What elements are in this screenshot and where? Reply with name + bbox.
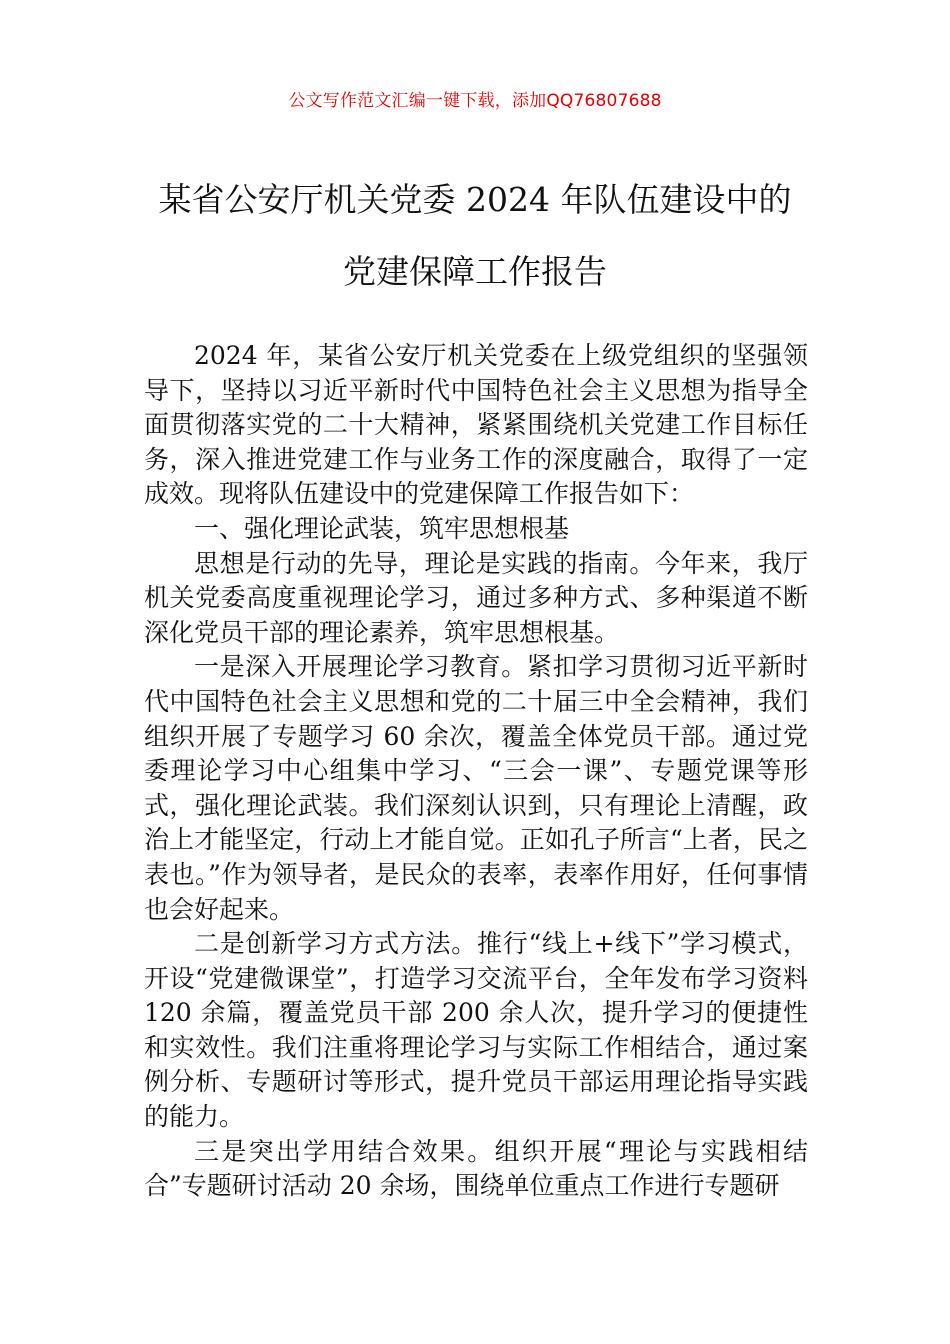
paragraph-intro: 2024 年，某省公安厅机关党委在上级党组织的坚强领导下，坚持以习近平新时代中国特色社会主义思想为指导全面贯彻落实党的二十大精神，紧紧围绕机关党建工作目标任务，深入推进党建工作与业务工作的深度融合，取得了一定成效。现将队伍建设中的党建保障工作报告如下： xyxy=(144,341,808,509)
document-title-line-1: 某省公安厅机关党委 2024 年队伍建设中的 xyxy=(158,180,792,219)
document-body xyxy=(144,339,808,1204)
paragraph: 三是突出学用结合效果。组织开展“理论与实践相结合”专题研讨活动 20 余场，围绕单位重点工作进行专题研 xyxy=(144,1136,808,1201)
paragraph: 一是深入开展理论学习教育。紧扣学习贯彻习近平新时代中国特色社会主义思想和党的二十届三中全会精神，我们组织开展了专题学习 60 余次，覆盖全体党员干部。通过党委理论学习中心组集中学习、“三会一课”、专题党课等形式，强化理论武装。我们深刻认识到，只有理论上清醒，政治上才能坚定，行动上才能自觉。正如孔子所言“上者，民之表也。”作为领导者，是民众的表率，表率作用好，任何事情也会好起来。 xyxy=(144,652,808,924)
paragraph: 二是创新学习方式方法。推行“线上+线下”学习模式，开设“党建微课堂”，打造学习交流平台，全年发布学习资料 120 余篇，覆盖党员干部 200 余人次，提升学习的便捷性和实效性。我们注重将理论学习与实际工作相结合，通过案例分析、专题研讨等形式，提升党员干部运用理论指导实践的能力。 xyxy=(144,929,808,1132)
download-banner[interactable]: 公文写作范文汇编一键下载，添加QQ76807688 xyxy=(288,91,662,111)
section-heading-1: 一、强化理论武装，筑牢思想根基 xyxy=(194,513,570,543)
document-title-line-2: 党建保障工作报告 xyxy=(343,252,607,291)
paragraph: 思想是行动的先导，理论是实践的指南。今年来，我厅机关党委高度重视理论学习，通过多种方式、多种渠道不断深化党员干部的理论素养，筑牢思想根基。 xyxy=(144,548,808,647)
